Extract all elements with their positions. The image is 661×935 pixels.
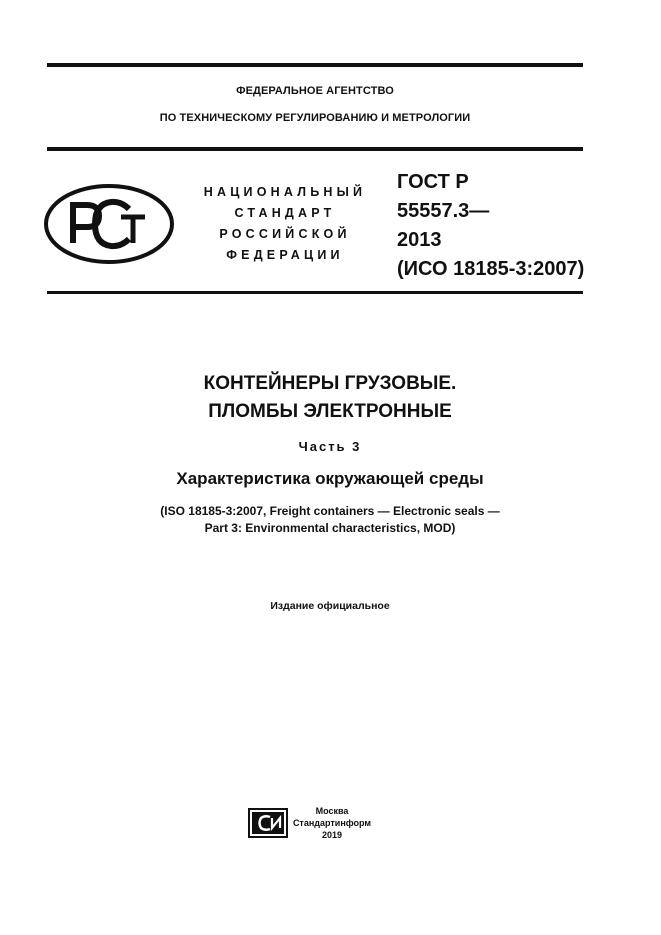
designation-line-1: ГОСТ Р: [397, 171, 469, 193]
national-standard-label: [190, 182, 380, 266]
designation-line-4: (ИСО 18185-3:2007): [397, 258, 585, 280]
publisher-block: [292, 805, 372, 841]
title-line-2: ПЛОМБЫ ЭЛЕКТРОННЫЕ: [208, 401, 452, 422]
standartinform-logo-icon: [248, 808, 288, 838]
national-standard-line-1: НАЦИОНАЛЬНЫЙ: [203, 185, 367, 199]
designation-line-3: 2013: [397, 229, 442, 251]
standard-designation: [397, 168, 584, 284]
publisher-year: 2019: [321, 830, 343, 840]
title-line-1: КОНТЕЙНЕРЫ ГРУЗОВЫЕ.: [203, 373, 457, 394]
publisher-name: Стандартинформ: [292, 818, 372, 828]
iso-reference-line-1: (ISO 18185-3:2007, Freight containers — Electronic seals —: [160, 504, 500, 518]
iso-reference-line-2: Part 3: Environmental characteristics, MOD): [204, 521, 456, 535]
agency-line-2: ПО ТЕХНИЧЕСКОМУ РЕГУЛИРОВАНИЮ И МЕТРОЛОГИИ: [159, 112, 471, 124]
document-title: [47, 370, 613, 426]
national-standard-line-3: РОССИЙСКОЙ: [219, 227, 351, 241]
document-subtitle: Характеристика окружающей среды: [176, 469, 484, 488]
edition-label: Издание официальное: [270, 600, 390, 612]
agency-line-1: ФЕДЕРАЛЬНОЕ АГЕНТСТВО: [236, 85, 394, 97]
designation-line-2: 55557.3—: [397, 200, 490, 222]
header-rule: [47, 147, 583, 151]
national-standard-line-4: ФЕДЕРАЦИИ: [226, 248, 344, 262]
iso-reference: [47, 503, 613, 537]
national-standard-line-2: СТАНДАРТ: [234, 206, 336, 220]
top-rule: [47, 63, 583, 67]
publisher-city: Москва: [315, 806, 349, 816]
pct-certification-logo-icon: [43, 183, 175, 265]
designation-rule: [47, 291, 583, 294]
part-number: Часть 3: [298, 439, 362, 454]
